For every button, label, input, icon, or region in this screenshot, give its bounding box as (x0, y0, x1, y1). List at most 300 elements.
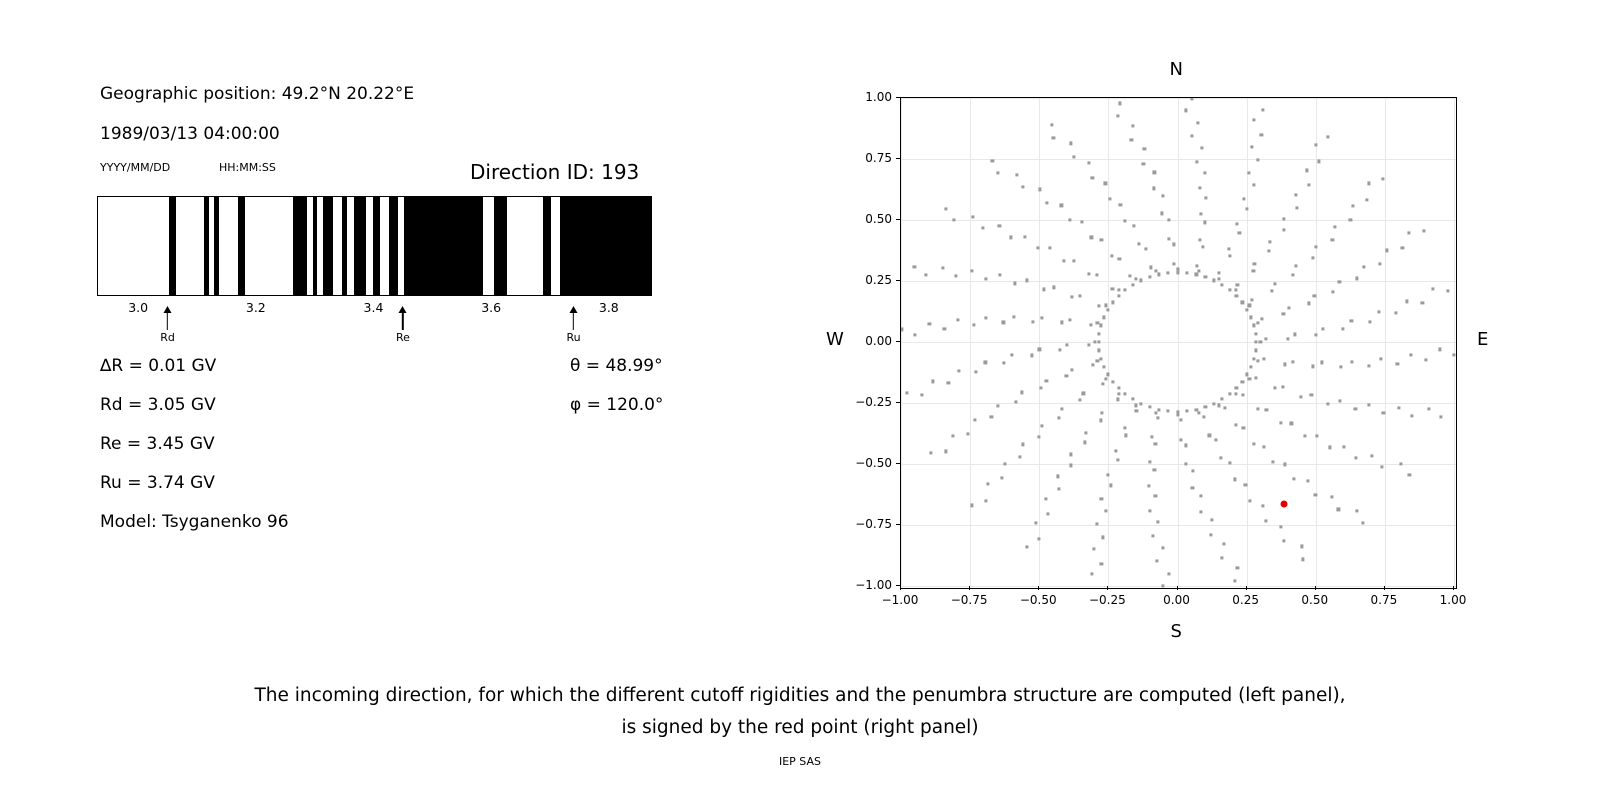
direction-dot (1286, 337, 1289, 340)
direction-dot (1124, 426, 1127, 429)
direction-dot (920, 393, 923, 396)
direction-dot (1091, 573, 1094, 576)
direction-dot (1100, 497, 1103, 500)
direction-dot (1065, 374, 1068, 377)
direction-dot (1282, 539, 1285, 542)
direction-dot (1256, 359, 1259, 362)
direction-dot (1292, 477, 1295, 480)
direction-dot (1009, 236, 1012, 239)
direction-dot (1072, 156, 1075, 159)
direction-dot (1252, 119, 1255, 122)
direction-dot (1246, 208, 1249, 211)
compass-west-label: W (826, 329, 844, 350)
compass-north-label: N (1169, 59, 1183, 80)
direction-dot (1330, 495, 1333, 498)
direction-dot (981, 226, 984, 229)
direction-dot (1284, 363, 1287, 366)
ytick-mark (896, 97, 900, 98)
penumbra-marker-rd (160, 298, 175, 344)
direction-dot (1102, 365, 1105, 368)
arrow-head-icon (399, 306, 407, 313)
direction-dot (1195, 161, 1198, 164)
direction-dot (1310, 393, 1313, 396)
direction-dot (1038, 348, 1041, 351)
direction-dot (1370, 455, 1373, 458)
direction-dot (1143, 147, 1146, 150)
direction-dot (1079, 294, 1082, 297)
direction-dot (1247, 171, 1250, 174)
direction-dot (905, 391, 908, 394)
direction-dot (1057, 488, 1060, 491)
direction-dot (1290, 422, 1293, 425)
direction-dot (1282, 217, 1285, 220)
gridline (901, 98, 902, 588)
direction-dot (1052, 286, 1055, 289)
xtick-mark (1246, 586, 1247, 590)
ytick-label: −0.75 (855, 517, 892, 531)
direction-dot (1123, 220, 1126, 223)
direction-dot (1070, 453, 1073, 456)
direction-dot (924, 273, 927, 276)
footer-credit: IEP SAS (778, 755, 822, 768)
direction-dot (1318, 160, 1321, 163)
direction-dot (1100, 562, 1103, 565)
direction-dot (947, 381, 950, 384)
direction-dot (1040, 316, 1043, 319)
direction-dot (1405, 300, 1408, 303)
direction-id-text: Direction ID: 193 (470, 160, 640, 184)
direction-dot (1200, 494, 1203, 497)
direction-dot (1314, 143, 1317, 146)
direction-dot (1227, 247, 1230, 250)
direction-dot (1139, 279, 1142, 282)
param-rd: Rd = 3.05 GV (100, 395, 216, 415)
direction-dot (1184, 109, 1187, 112)
penumbra-band (560, 197, 651, 295)
direction-dot (1204, 221, 1207, 224)
direction-dot (991, 159, 994, 162)
direction-dot (1111, 288, 1114, 291)
xtick-mark (1177, 586, 1178, 590)
direction-dot (1057, 416, 1060, 419)
direction-dot (1273, 282, 1276, 285)
direction-dot (1378, 310, 1381, 313)
direction-dot (1427, 407, 1430, 410)
direction-dot (1322, 327, 1325, 330)
direction-dot (1287, 306, 1290, 309)
direction-dot (1332, 290, 1335, 293)
xtick-mark (900, 586, 901, 590)
direction-dot (1134, 277, 1137, 280)
direction-dot (1034, 521, 1037, 524)
direction-dot (1095, 522, 1098, 525)
direction-dot (998, 225, 1001, 228)
direction-dot (1148, 460, 1151, 463)
direction-dot (1117, 392, 1120, 395)
direction-dot (1060, 321, 1063, 324)
direction-dot (1109, 484, 1112, 487)
arrow-up-icon (402, 310, 403, 330)
direction-dot (1199, 213, 1202, 216)
direction-dot (1210, 518, 1213, 521)
direction-dot (1446, 290, 1449, 293)
gridline (901, 586, 1456, 587)
direction-dot (1191, 469, 1194, 472)
geographic-position-text: Geographic position: 49.2°N 20.22°E (100, 84, 415, 104)
direction-dot (1255, 340, 1258, 343)
penumbra-marker-label: Rd (160, 331, 175, 344)
direction-dot (1311, 365, 1314, 368)
direction-dot (1321, 361, 1324, 364)
param-re: Re = 3.45 GV (100, 434, 215, 454)
direction-dot (1012, 315, 1015, 318)
direction-dot (1313, 294, 1316, 297)
direction-dot (1339, 365, 1342, 368)
direction-dot (1070, 295, 1073, 298)
direction-dot (1312, 256, 1315, 259)
direction-dot (1132, 225, 1135, 228)
direction-dot (1438, 348, 1441, 351)
left-panel (0, 0, 760, 680)
direction-dot (1157, 520, 1160, 523)
direction-dot (1328, 446, 1331, 449)
direction-dot (1142, 162, 1145, 165)
direction-dot (1326, 136, 1329, 139)
penumbra-marker-label: Ru (566, 331, 581, 344)
direction-dot (1233, 478, 1236, 481)
direction-dot (998, 273, 1001, 276)
direction-dot (1306, 480, 1309, 483)
direction-dot (1221, 398, 1224, 401)
ytick-mark (896, 585, 900, 586)
direction-dot (1052, 136, 1055, 139)
direction-dot (1260, 134, 1263, 137)
direction-dot (1021, 443, 1024, 446)
direction-dot (1176, 410, 1179, 413)
direction-dot (1248, 304, 1251, 307)
direction-dot (1268, 249, 1271, 252)
direction-dot (1154, 411, 1157, 414)
direction-dot (1106, 308, 1109, 311)
direction-dot (957, 370, 960, 373)
direction-dot (1110, 255, 1113, 258)
direction-dot (1014, 400, 1017, 403)
xtick-label: −0.50 (1019, 593, 1057, 607)
penumbra-band (293, 197, 307, 295)
direction-dot (1025, 279, 1028, 282)
xtick-label: 0.00 (1163, 593, 1190, 607)
direction-dot (1260, 317, 1263, 320)
direction-dot (951, 434, 954, 437)
direction-dot (1104, 510, 1107, 513)
direction-dot (1130, 138, 1133, 141)
direction-dot (1223, 406, 1226, 409)
direction-dot (1261, 505, 1264, 508)
direction-dot (1070, 368, 1073, 371)
direction-dot (1101, 382, 1104, 385)
ytick-mark (896, 402, 900, 403)
direction-dot (1268, 240, 1271, 243)
direction-dot (1060, 204, 1063, 207)
direction-dot (1100, 239, 1103, 242)
ytick-mark (896, 524, 900, 525)
direction-dot (1095, 273, 1098, 276)
direction-dot (1235, 387, 1238, 390)
direction-dot (1116, 115, 1119, 118)
direction-dot (1422, 230, 1425, 233)
direction-dot (1131, 124, 1134, 127)
direction-dot (1002, 321, 1005, 324)
gridline (1385, 98, 1386, 588)
direction-dot (1234, 423, 1237, 426)
direction-dot (1042, 288, 1045, 291)
ytick-mark (896, 341, 900, 342)
direction-dot (1241, 380, 1244, 383)
direction-dot (1116, 459, 1119, 462)
direction-dot (1037, 537, 1040, 540)
direction-dot (1099, 324, 1102, 327)
direction-dot (1314, 493, 1317, 496)
direction-dot (1070, 464, 1073, 467)
direction-dot (1050, 123, 1053, 126)
direction-dot (1172, 262, 1175, 265)
direction-dot (1368, 320, 1371, 323)
direction-dot (1326, 402, 1329, 405)
xtick-label: −1.00 (881, 593, 919, 607)
direction-dot (1118, 102, 1121, 105)
direction-dot (1343, 445, 1346, 448)
direction-dot (1236, 222, 1239, 225)
gridline (901, 159, 1456, 160)
direction-dot (1125, 434, 1128, 437)
direction-dot (1295, 264, 1298, 267)
direction-dot (1252, 269, 1255, 272)
direction-dot (1362, 265, 1365, 268)
direction-dot (1090, 236, 1093, 239)
direction-dot (1337, 508, 1340, 511)
direction-dot (1208, 434, 1211, 437)
direction-dot (944, 450, 947, 453)
direction-dot (1439, 416, 1442, 419)
penumbra-bar (97, 196, 652, 296)
direction-dot (1100, 411, 1103, 414)
direction-dot (1303, 434, 1306, 437)
direction-dot (1108, 198, 1111, 201)
time-format-label: HH:MM:SS (219, 161, 276, 174)
penumbra-xtick-label: 3.6 (481, 300, 502, 315)
penumbra-band (169, 197, 177, 295)
direction-dot (1242, 426, 1245, 429)
direction-dot (1068, 218, 1071, 221)
direction-dot (1024, 235, 1027, 238)
direction-dot (1139, 402, 1142, 405)
direction-dot (1221, 283, 1224, 286)
direction-dot (1167, 237, 1170, 240)
direction-dot (1331, 238, 1334, 241)
direction-dot (1049, 247, 1052, 250)
direction-dot (1116, 398, 1119, 401)
direction-dot (1087, 162, 1090, 165)
direction-dot (1252, 357, 1255, 360)
direction-dot (1271, 460, 1274, 463)
direction-dot (971, 504, 974, 507)
direction-dot (1090, 323, 1093, 326)
direction-dot (1148, 275, 1151, 278)
direction-dot (1241, 301, 1244, 304)
direction-dot (1161, 195, 1164, 198)
direction-dot (1307, 302, 1310, 305)
direction-dot (1204, 196, 1207, 199)
xtick-label: 0.75 (1370, 593, 1398, 607)
direction-dot (1213, 279, 1216, 282)
xtick-mark (1384, 586, 1385, 590)
direction-dot (930, 451, 933, 454)
penumbra-band (204, 197, 209, 295)
arrow-up-icon (573, 310, 574, 330)
direction-dot (1222, 543, 1225, 546)
direction-dot (1098, 332, 1101, 335)
direction-dot (1011, 354, 1014, 357)
direction-dot (1135, 410, 1138, 413)
compass-south-label: S (1170, 621, 1182, 642)
direction-dot (1099, 357, 1102, 360)
direction-dot (1156, 559, 1159, 562)
direction-dot (1432, 288, 1435, 291)
penumbra-xtick-label: 3.0 (128, 300, 149, 315)
direction-dot (1129, 274, 1132, 277)
direction-dot (1003, 462, 1006, 465)
direction-dot (1407, 231, 1410, 234)
direction-dot (1257, 159, 1260, 162)
direction-dot (1015, 173, 1018, 176)
direction-dot (1236, 283, 1239, 286)
direction-dot (1111, 380, 1114, 383)
direction-dot (986, 482, 989, 485)
direction-dot (1101, 536, 1104, 539)
direction-dot (1410, 414, 1413, 417)
direction-dot (1150, 266, 1153, 269)
direction-dot (1179, 438, 1182, 441)
direction-dot (1111, 301, 1114, 304)
direction-dot (973, 419, 976, 422)
direction-dot (1401, 247, 1404, 250)
direction-dot (1291, 360, 1294, 363)
direction-dot (1242, 197, 1245, 200)
direction-dot (1228, 392, 1231, 395)
direction-dot (1038, 188, 1041, 191)
gridline (901, 464, 1456, 465)
direction-dot (1380, 357, 1383, 360)
direction-dot (1246, 308, 1249, 311)
ytick-label: 0.50 (865, 212, 892, 226)
param-delta-r: ∆R = 0.01 GV (100, 356, 217, 376)
direction-dot (1241, 393, 1244, 396)
direction-dot (1385, 249, 1388, 252)
arrow-head-icon (570, 306, 578, 313)
xtick-mark (1038, 586, 1039, 590)
direction-dot (1214, 438, 1217, 441)
direction-dot (972, 323, 975, 326)
direction-dot (1228, 288, 1231, 291)
direction-dot (1236, 566, 1239, 569)
direction-dot (1252, 183, 1255, 186)
direction-dot (1161, 212, 1164, 215)
penumbra-band (494, 197, 507, 295)
penumbra-axis (97, 296, 652, 356)
direction-dot (1166, 409, 1169, 412)
direction-dot (1361, 522, 1364, 525)
direction-dot (1217, 271, 1220, 274)
direction-dot (1149, 509, 1152, 512)
direction-dot (1091, 364, 1094, 367)
direction-dot (1047, 512, 1050, 515)
direction-dot (1013, 282, 1016, 285)
direction-dot (1253, 262, 1256, 265)
direction-dot (1356, 277, 1359, 280)
direction-dot (1238, 231, 1241, 234)
ytick-label: −0.50 (855, 456, 892, 470)
direction-dot (1295, 206, 1298, 209)
direction-dot (1367, 182, 1370, 185)
direction-dot (1068, 318, 1071, 321)
direction-dot (1173, 243, 1176, 246)
direction-dot (1228, 254, 1231, 257)
penumbra-band (354, 197, 366, 295)
direction-dot (1305, 169, 1308, 172)
direction-dot (1176, 414, 1179, 417)
ytick-label: 0.75 (865, 151, 892, 165)
direction-dot (970, 269, 973, 272)
penumbra-xtick-label: 3.4 (363, 300, 384, 315)
direction-dot (1168, 572, 1171, 575)
direction-dot (1279, 421, 1282, 424)
gridline (901, 281, 1456, 282)
direction-dot (1002, 361, 1005, 364)
direction-dot (1166, 271, 1169, 274)
direction-dot (1180, 418, 1183, 421)
direction-dot (1020, 391, 1023, 394)
direction-dot (1198, 187, 1201, 190)
direction-dot (1217, 277, 1220, 280)
direction-dot (1291, 273, 1294, 276)
gridline (1454, 98, 1455, 588)
penumbra-band (543, 197, 551, 295)
direction-dot (1114, 450, 1117, 453)
ytick-label: 0.00 (865, 334, 892, 348)
direction-dot (1424, 358, 1427, 361)
direction-dot (1382, 412, 1385, 415)
gridline (970, 98, 971, 588)
direction-dot (1185, 271, 1188, 274)
direction-dot (1265, 408, 1268, 411)
xtick-label: −0.75 (950, 593, 988, 607)
direction-dot (913, 265, 916, 268)
direction-dot (1204, 405, 1207, 408)
selected-direction-point (1280, 501, 1287, 508)
penumbra-band (389, 197, 398, 295)
direction-dot (1252, 324, 1255, 327)
penumbra-xtick-label: 3.8 (598, 300, 619, 315)
direction-dot (1264, 337, 1267, 340)
direction-dot (1191, 486, 1194, 489)
direction-dot (1119, 203, 1122, 206)
direction-dot (1349, 219, 1352, 222)
direction-dot (1046, 201, 1049, 204)
gridline (1108, 98, 1109, 588)
direction-dot (1091, 176, 1094, 179)
ytick-label: 1.00 (865, 90, 892, 104)
direction-dot (1396, 362, 1399, 365)
